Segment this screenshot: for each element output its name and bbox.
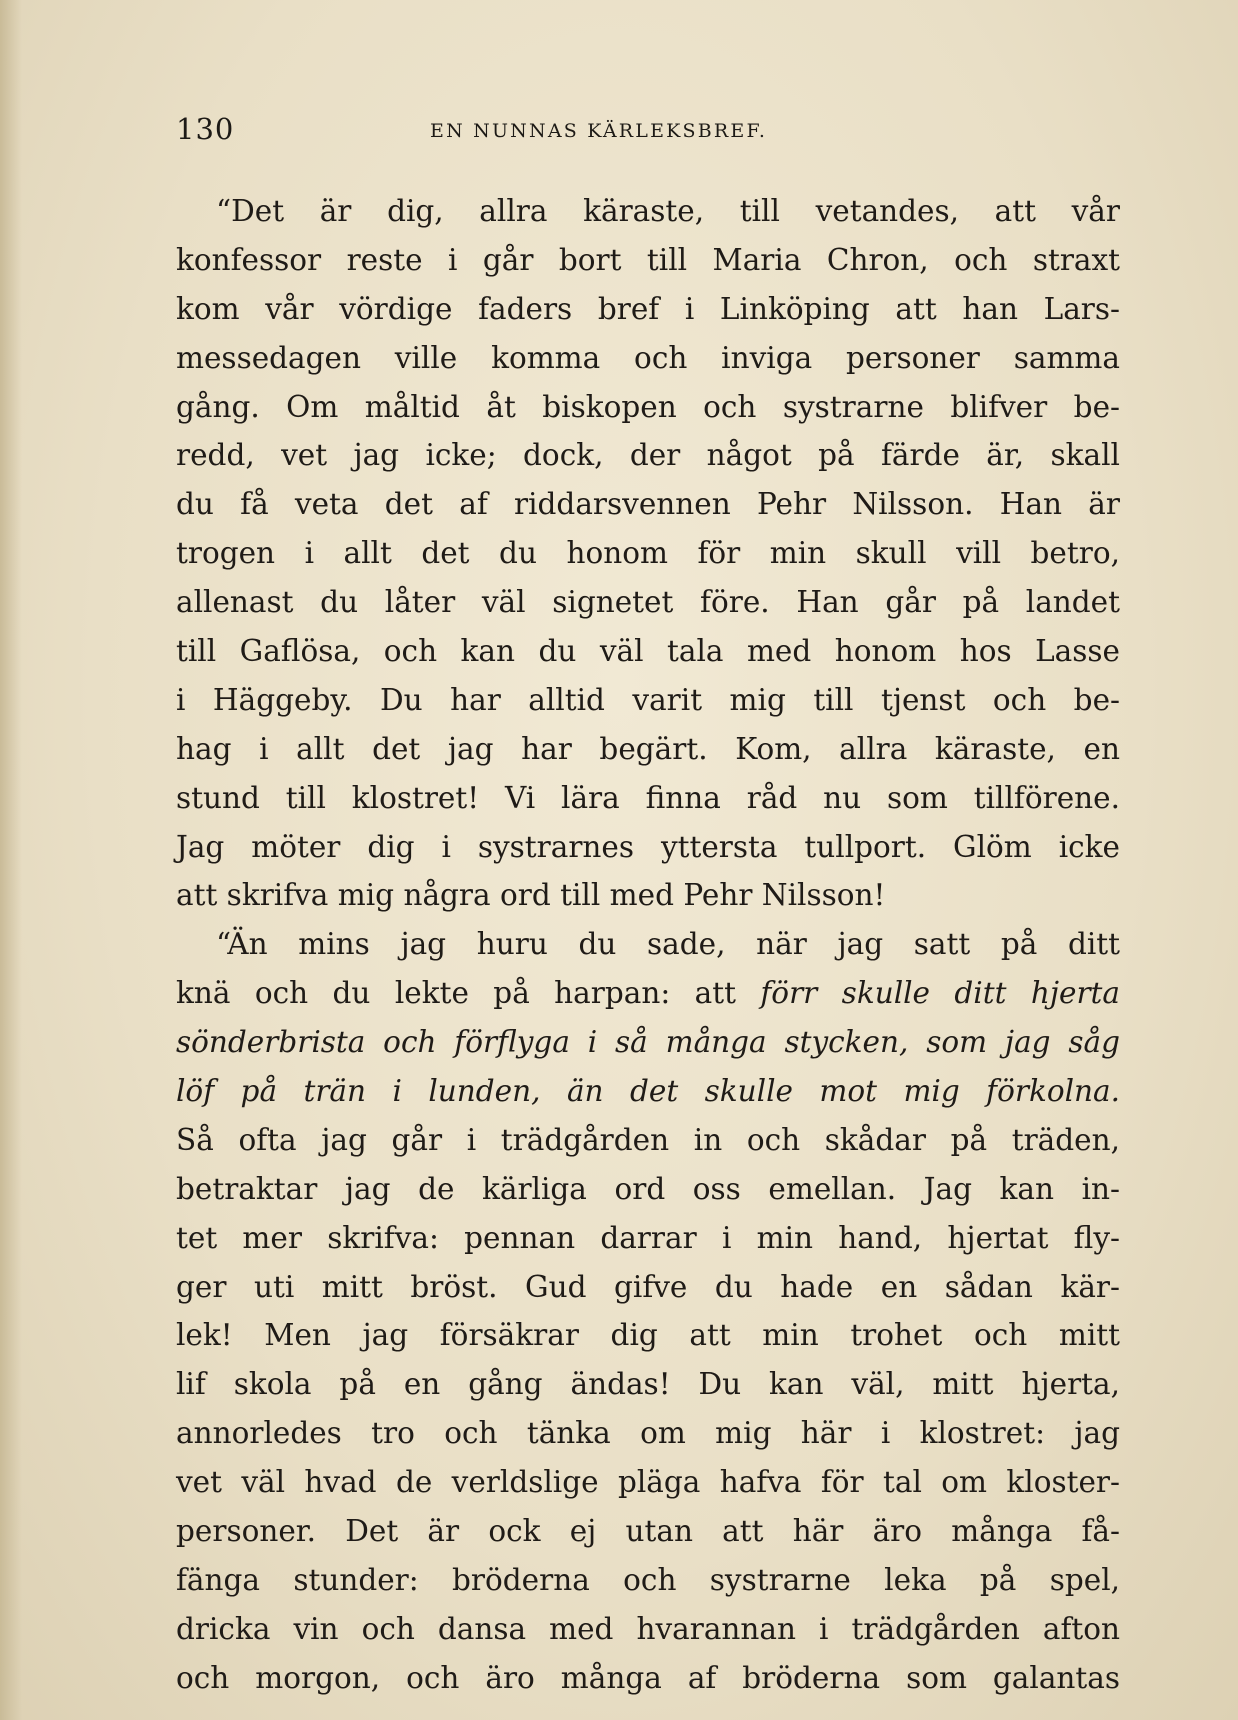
- text-segment: knä och du lekte på harpan: att: [176, 976, 761, 1011]
- text-line: till Gaflösa, och kan du väl tala med honom hos Lasse: [176, 634, 1120, 669]
- text-line: att skrifva mig några ord till med Pehr Nilsson!: [176, 878, 886, 913]
- text-line: i Häggeby. Du har alltid varit mig till tjenst och be-: [176, 682, 1120, 717]
- page-header: [176, 112, 1120, 152]
- text-line: dricka vin och dansa med hvarannan i trädgården afton: [176, 1611, 1120, 1646]
- text-line: lif skola på en gång ändas! Du kan väl, mitt hjerta,: [176, 1367, 1120, 1402]
- text-line: trogen i allt det du honom för min skull vill betro,: [176, 536, 1120, 571]
- text-line: stund till klostret! Vi lära finna råd nu som tillförene.: [176, 780, 1120, 815]
- text-line: ger uti mitt bröst. Gud gifve du hade en sådan kär-: [176, 1269, 1120, 1304]
- text-line: personer. Det är ock ej utan att här äro många få-: [176, 1514, 1120, 1549]
- text-line: annorledes tro och tänka om mig här i klostret: jag: [176, 1416, 1120, 1451]
- text-line: redd, vet jag icke; dock, der något på färde är, skall: [176, 438, 1120, 473]
- text-line: lek! Men jag försäkrar dig att min trohet och mitt: [176, 1318, 1120, 1353]
- body-text: [176, 187, 1120, 1703]
- text-line: vet väl hvad de verldslige pläga hafva för tal om kloster-: [176, 1465, 1120, 1500]
- page-number: 130: [176, 112, 235, 146]
- text-line: och morgon, och äro många af bröderna som galantas: [176, 1660, 1120, 1695]
- text-line: hag i allt det jag har begärt. Kom, allra käraste, en: [176, 731, 1120, 766]
- text-line: Jag möter dig i systrarnes yttersta tullport. Glöm icke: [176, 829, 1120, 864]
- text-line-italic: sönderbrista och förflyga i så många stycken, som jag såg: [176, 1025, 1120, 1060]
- text-line-mixed: [176, 969, 1120, 1018]
- text-line: fänga stunder: bröderna och systrarne leka på spel,: [176, 1562, 1120, 1597]
- text-line: allenast du låter väl signetet före. Han går på landet: [176, 585, 1120, 620]
- running-head: EN NUNNAS KÄRLEKSBREF.: [430, 120, 768, 142]
- text-line: “Det är dig, allra käraste, till vetandes, att vår: [216, 194, 1120, 228]
- text-line: kom vår vördige faders bref i Linköping att han Lars-: [176, 291, 1120, 326]
- text-line: betraktar jag de kärliga ord oss emellan. Jag kan in-: [176, 1171, 1120, 1206]
- text-line: “Än mins jag huru du sade, när jag satt på ditt: [216, 927, 1120, 962]
- text-line: Så ofta jag går i trädgården in och skådar på träden,: [176, 1122, 1120, 1157]
- page-edge-shadow: [0, 0, 22, 1720]
- text-line: gång. Om måltid åt biskopen och systrarne blifver be-: [176, 389, 1120, 424]
- text-line: konfessor reste i går bort till Maria Chron, och straxt: [176, 242, 1120, 277]
- text-line: messedagen ville komma och inviga personer samma: [176, 340, 1120, 375]
- text-line-italic: löf på trän i lunden, än det skulle mot mig förkolna.: [176, 1074, 1120, 1109]
- text-line: du få veta det af riddarsvennen Pehr Nilsson. Han är: [176, 487, 1120, 522]
- text-line: tet mer skrifva: pennan darrar i min hand, hjertat fly-: [176, 1220, 1120, 1255]
- italic-segment: förr skulle ditt hjerta: [760, 976, 1120, 1011]
